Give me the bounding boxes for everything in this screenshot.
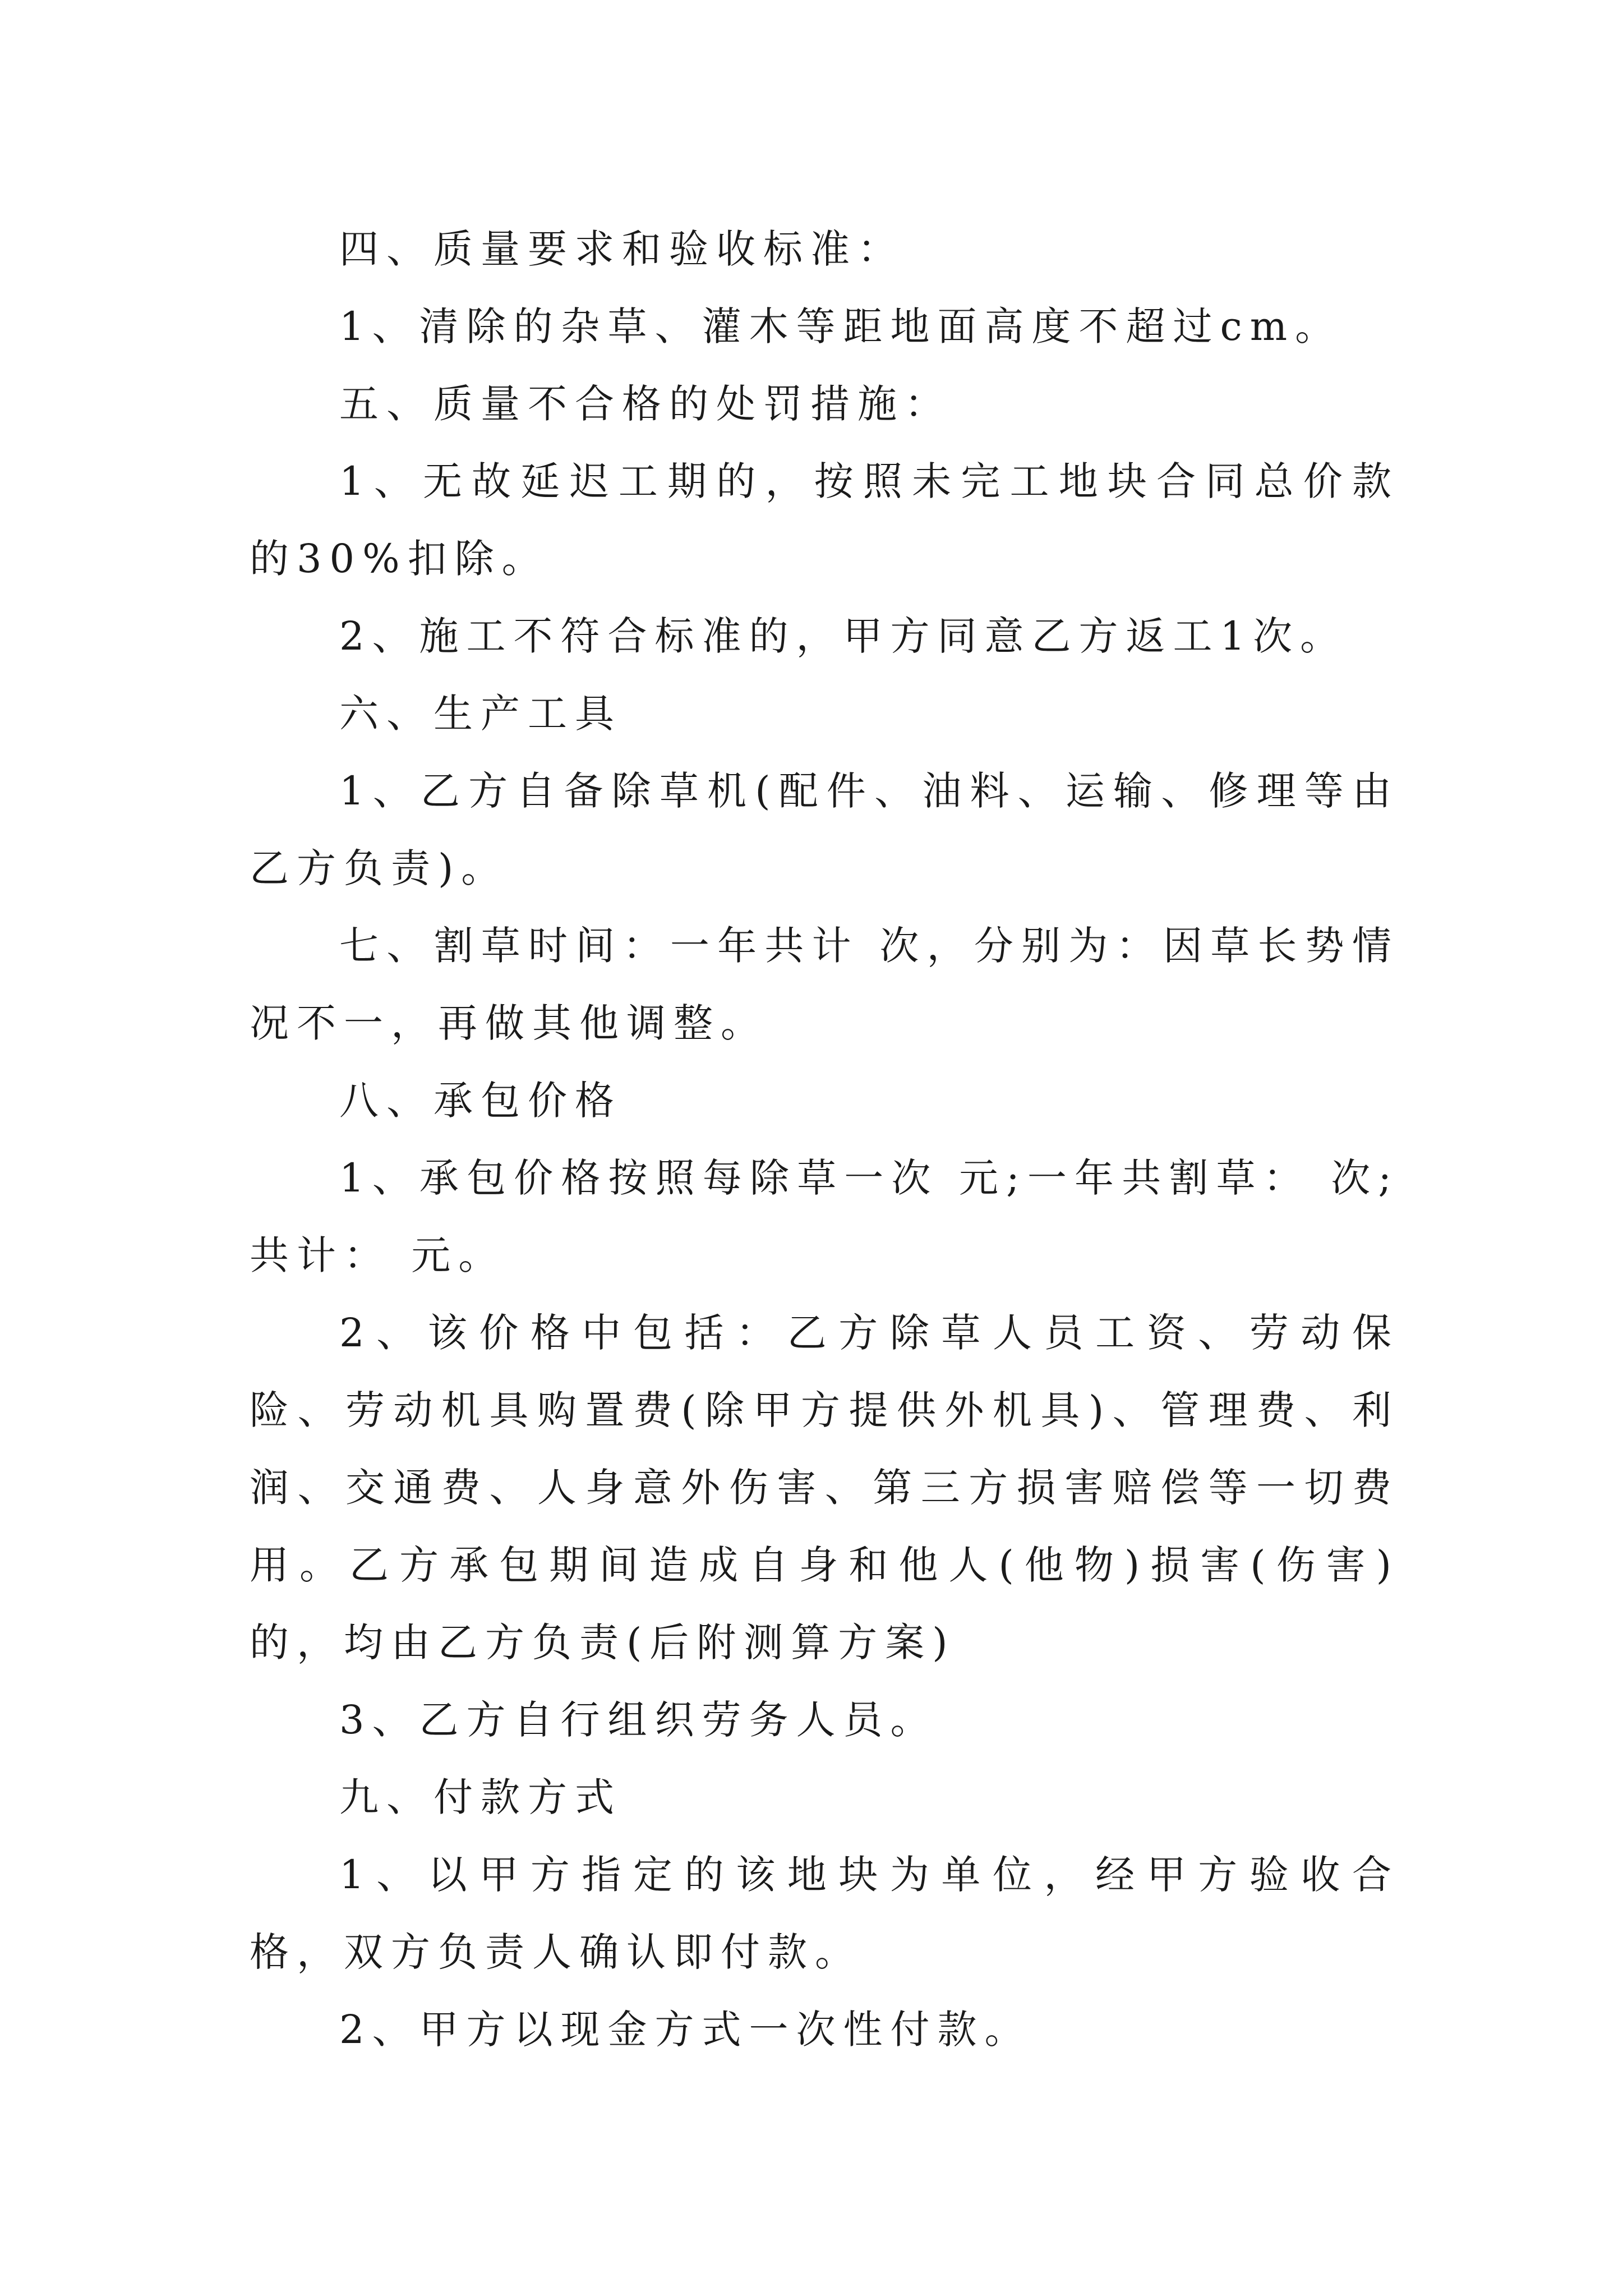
document-body: [250, 210, 1399, 2068]
clause-payment-1: 1、以甲方指定的该地块为单位，经甲方验收合格，双方负责人确认即付款。: [250, 1852, 1399, 1975]
clause-tools-1: 1、乙方自备除草机(配件、油料、运输、修理等由乙方负责)。: [250, 768, 1399, 891]
section-heading-penalty: 五、质量不合格的处罚措施：: [339, 381, 952, 427]
section-heading-price: 八、承包价格: [339, 1078, 622, 1124]
clause-price-3: 3、乙方自行组织劳务人员。: [339, 1697, 938, 1743]
clause-penalty-1: 1、无故延迟工期的，按照未完工地块合同总价款的30%扣除。: [250, 458, 1399, 582]
section-mowing-time: 七、割草时间：一年共计 次，分别为：因草长势情况不一，再做其他调整。: [250, 923, 1399, 1046]
clause-quality-1: 1、清除的杂草、灌木等距地面高度不超过cm。: [339, 303, 1343, 349]
clause-price-1: 1、承包价格按照每除草一次 元;一年共割草： 次;共计： 元。: [250, 1155, 1399, 1278]
clause-penalty-2: 2、施工不符合标准的，甲方同意乙方返工1次。: [339, 613, 1348, 659]
clause-payment-2: 2、甲方以现金方式一次性付款。: [339, 2007, 1032, 2053]
clause-price-2: 2、该价格中包括：乙方除草人员工资、劳动保险、劳动机具购置费(除甲方提供外机具)、管理费、利润、交通费、人身意外伤害、第三方损害赔偿等一切费用。乙方承包期间造成自身和他人(他物)损害(伤害)的，均由乙方负责(后附测算方案): [250, 1310, 1399, 1665]
section-heading-quality: 四、质量要求和验收标准：: [339, 226, 905, 272]
section-heading-payment: 九、付款方式: [339, 1774, 622, 1820]
section-heading-tools: 六、生产工具: [339, 691, 622, 737]
